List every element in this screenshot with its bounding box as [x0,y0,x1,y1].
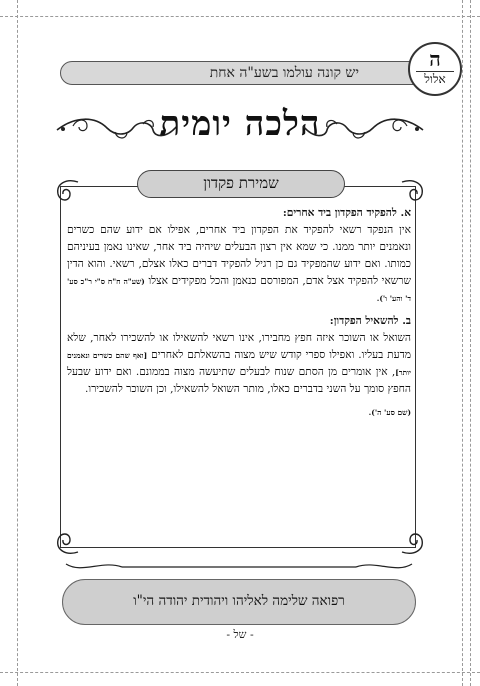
corner-ornament-bottom-left-icon [52,528,82,558]
crop-line-top [0,16,480,17]
paragraph-2 [67,330,411,398]
title-block [55,104,425,150]
source-citation-2: (שם סע' ה'). [368,408,411,417]
section-heading-2: ב. להשאיל הפקדון: [329,315,411,327]
header-strip-text: יש קונה עולמו בשע"ה אחת [209,65,359,81]
paragraph-1 [67,222,411,307]
halacha-text [67,205,411,427]
corner-ornament-top-left-icon [52,176,82,206]
page-title: הלכה יומית [159,104,321,144]
section-title-pill [137,170,345,198]
page-number: - של - [226,628,254,641]
header-strip [60,61,428,85]
date-badge-day: ה [429,47,441,71]
section-title: שמירת פקדון [203,174,279,192]
right-flourish-icon [300,112,425,142]
corner-ornament-bottom-right-icon [398,528,428,558]
paragraph-2-source-line [67,404,411,421]
paragraph-1-text: אין הנפקד רשאי להפקיד את הפקדון ביד אחרים, אפילו אם ידוע שהם כשרים ונאמנים יותר ממנו. כי שמא אין רצון הבעלים שיהיה ביד אחר, שאינו נאמן בעיניהם כמותו. ואם ידוע שהמפקיד גם כן רגיל להפקיד דברים כאלו אצלם, רשאי. והוא הדין שרשאי להפקיד אצל אדם, המפורסם כנאמן והכל מפקידים אצלו [67,224,412,287]
crop-line-bottom [0,672,480,673]
section-heading-1: א. להפקיד הפקדון ביד אחרים: [282,207,411,219]
paragraph-2-text-b: , אין אומרים מן הסתם שנוח לבעלים שתיעשה מצוה בממונם. ואם ידוע שבעל החפץ סומך על השני בדברים כאלו, מותר השואל להשאילו, וכן השוכר להשכירו. [67,366,411,395]
crop-line-left [17,0,18,686]
source-citation-1: (שע"ה ח"ח ס"י ר"כ סע' ד' והע' ו'). [67,277,411,303]
date-badge-divider [416,71,454,72]
crop-line-right-outer [470,0,471,686]
corner-ornament-top-right-icon [398,176,428,206]
paragraph-2-text-a: השואל או השוכר איזה חפץ מחבירו, אינו רשאי להשאילו או להשכירו לאחר, שלא מדעת בעליו. ואפילו ספרי קודש שיש מצוה בהשאלתם לאחרים [67,332,411,361]
paragraph-2-note: [ואף שהם כשרים ונאמנים יותר] [67,351,411,377]
date-badge-month: אלול [424,72,446,86]
dedication-banner [62,579,416,625]
crop-line-right [462,0,463,686]
divider-ornament-icon [62,560,416,574]
date-badge [408,42,462,96]
dedication-text: רפואה שלימה לאליהו ויהודית יהודה הי"ו [133,593,345,609]
